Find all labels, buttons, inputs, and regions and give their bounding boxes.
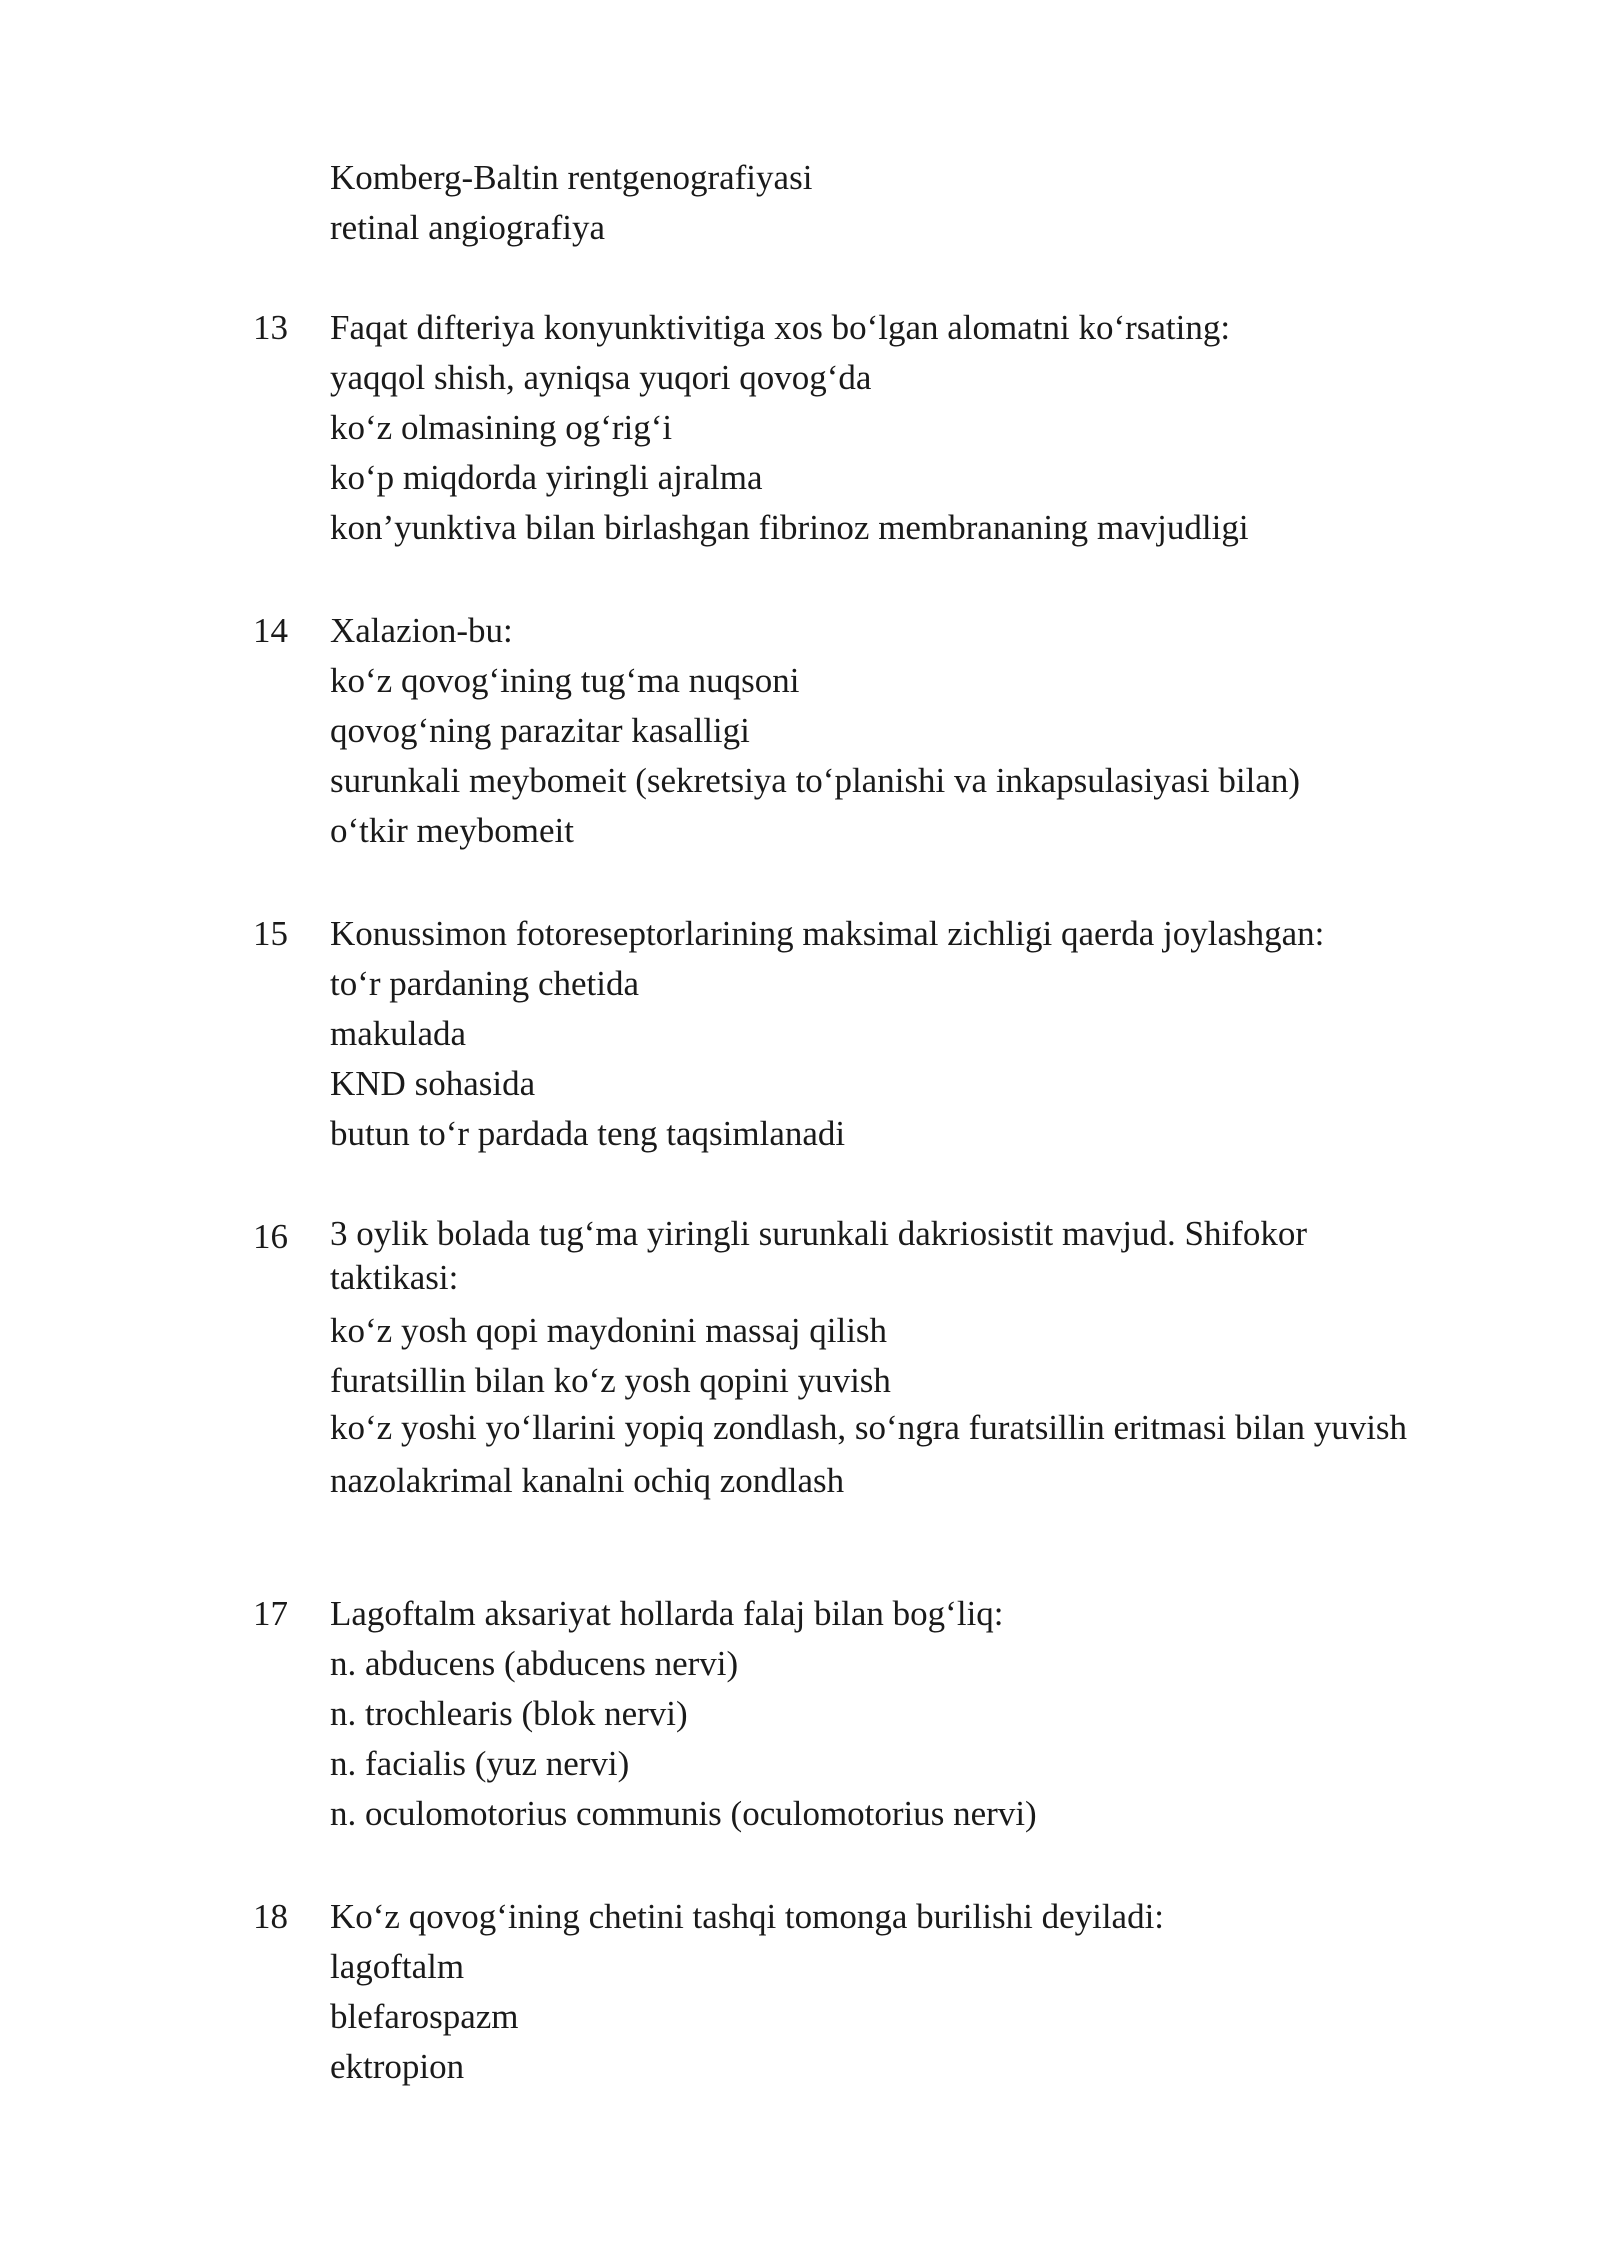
option-text: n. facialis (yuz nervi)	[330, 1744, 630, 1783]
question-body	[330, 909, 1430, 1159]
question-text: Ko‘z qovog‘ining chetini tashqi tomonga burilishi deyiladi:	[330, 1897, 1165, 1936]
option-text: lagoftalm	[330, 1947, 465, 1986]
question-number: 15	[253, 914, 288, 953]
option-text: n. abducens (abducens nervi)	[330, 1644, 739, 1683]
option-text: KND sohasida	[330, 1064, 536, 1103]
question-body	[330, 1212, 1430, 1506]
option-text: ko‘z olmasining og‘rig‘i	[330, 408, 673, 447]
question-number: 13	[253, 308, 288, 347]
question-text: Faqat difteriya konyunktivitiga xos bo‘lgan alomatni ko‘rsating:	[330, 308, 1231, 347]
question-body	[330, 1589, 1430, 1839]
option-text: ko‘z yoshi yo‘llarini yopiq zondlash, so‘ngra furatsillin eritmasi bilan yuvish	[330, 1408, 1408, 1447]
option-text: n. oculomotorius communis (oculomotorius nervi)	[330, 1794, 1037, 1833]
question-number: 18	[253, 1897, 288, 1936]
option-text: blefarospazm	[330, 1997, 519, 2036]
question-number: 17	[253, 1594, 288, 1633]
option-text: ko‘z qovog‘ining tug‘ma nuqsoni	[330, 661, 800, 700]
option-text: Komberg-Baltin rentgenografiyasi	[330, 158, 813, 197]
option-text: nazolakrimal kanalni ochiq zondlash	[330, 1461, 845, 1500]
question-number: 16	[253, 1217, 288, 1256]
question-text: Xalazion-bu:	[330, 611, 513, 650]
option-text: retinal angiografiya	[330, 208, 606, 247]
question-body	[330, 1892, 1430, 2092]
option-text: yaqqol shish, ayniqsa yuqori qovog‘da	[330, 358, 872, 397]
question-number: 14	[253, 611, 288, 650]
option-text: ektropion	[330, 2047, 465, 2086]
option-text: ko‘p miqdorda yiringli ajralma	[330, 458, 763, 497]
option-text: furatsillin bilan ko‘z yosh qopini yuvish	[330, 1361, 891, 1400]
option-text: o‘tkir meybomeit	[330, 811, 574, 850]
option-text: to‘r pardaning chetida	[330, 964, 640, 1003]
option-text: qovog‘ning parazitar kasalligi	[330, 711, 750, 750]
option-text: makulada	[330, 1014, 467, 1053]
option-text: n. trochlearis (blok nervi)	[330, 1694, 688, 1733]
option-text: butun to‘r pardada teng taqsimlanadi	[330, 1114, 846, 1153]
question-text: Lagoftalm aksariyat hollarda falaj bilan bog‘liq:	[330, 1594, 1004, 1633]
question-body	[330, 303, 1430, 553]
option-text: surunkali meybomeit (sekretsiya to‘planishi va inkapsulasiyasi bilan)	[330, 761, 1301, 800]
question-body	[330, 606, 1430, 856]
option-text: ko‘z yosh qopi maydonini massaj qilish	[330, 1311, 888, 1350]
question-text: 3 oylik bolada tug‘ma yiringli surunkali dakriosistit mavjud. Shifokor taktikasi:	[330, 1214, 1307, 1297]
question-text: Konussimon fotoreseptorlarining maksimal zichligi qaerda joylashgan:	[330, 914, 1325, 953]
continued-options	[330, 153, 1430, 253]
option-text: kon’yunktiva bilan birlashgan fibrinoz membrananing mavjudligi	[330, 508, 1249, 547]
